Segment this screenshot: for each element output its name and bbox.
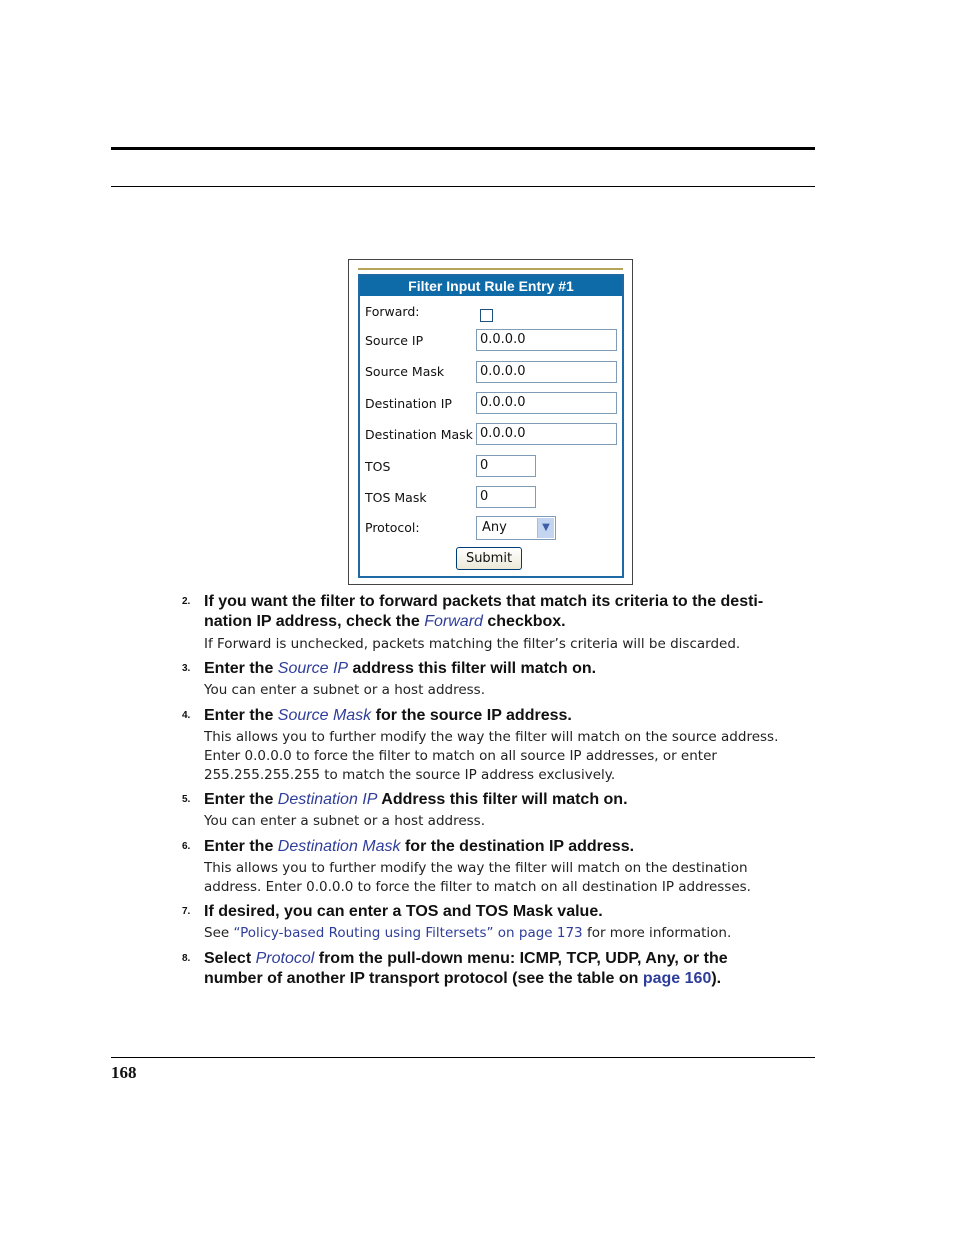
step-heading-text: Enter the xyxy=(204,791,278,808)
destination-ip-label: Destination IP xyxy=(365,396,452,411)
step-body xyxy=(204,812,804,831)
body-line: This allows you to further modify the way the filter will match on the destination xyxy=(204,860,748,876)
step-number: 8. xyxy=(182,953,191,964)
tos-mask-label: TOS Mask xyxy=(365,490,427,505)
step-number: 3. xyxy=(182,663,191,674)
filter-rule-screenshot xyxy=(348,259,633,585)
page-number: 168 xyxy=(111,1063,137,1082)
protocol-select[interactable] xyxy=(476,516,556,540)
step-heading-text: Enter the xyxy=(204,660,278,677)
body-line: This allows you to further modify the way the filter will match on the source address. xyxy=(204,729,779,745)
step-body xyxy=(204,681,804,700)
step-heading-text: Select xyxy=(204,950,256,967)
step-heading-text: for the destination IP address. xyxy=(400,838,635,855)
cross-reference-link[interactable]: “Policy-based Routing using Filtersets” on page 173 xyxy=(233,925,583,941)
figure-top-strip xyxy=(358,268,623,270)
step-heading-text: Address this filter will match on. xyxy=(377,791,628,808)
tos-label: TOS xyxy=(365,459,391,474)
footer-rule xyxy=(111,1057,815,1058)
step-number: 5. xyxy=(182,794,191,805)
term-source-mask: Source Mask xyxy=(277,707,372,724)
term-destination-mask: Destination Mask xyxy=(277,838,401,855)
destination-mask-label: Destination Mask xyxy=(365,427,473,442)
body-line: for more information. xyxy=(582,925,732,941)
step-heading xyxy=(204,706,804,726)
step-number: 4. xyxy=(182,710,191,721)
step-heading-text: nation IP address, check the xyxy=(204,613,425,630)
chevron-down-icon[interactable]: ▼ xyxy=(537,518,554,538)
header-rule-thin xyxy=(111,186,815,187)
body-line: address. Enter 0.0.0.0 to force the filter to match on all destination IP addresses. xyxy=(204,879,751,895)
body-line: If Forward is unchecked, packets matching the filter’s criteria will be discarded. xyxy=(204,636,741,652)
source-ip-label: Source IP xyxy=(365,333,424,348)
body-line: 255.255.255.255 to match the source IP address exclusively. xyxy=(204,767,616,783)
tos-mask-input[interactable]: 0 xyxy=(476,486,536,508)
step-heading-text: checkbox. xyxy=(482,613,566,630)
step-heading xyxy=(204,837,804,857)
filter-rule-panel xyxy=(358,274,624,578)
step-heading: If desired, you can enter a TOS and TOS Mask value. xyxy=(204,903,603,920)
tos-input[interactable]: 0 xyxy=(476,455,536,477)
source-mask-label: Source Mask xyxy=(365,364,445,379)
step-heading-text: ). xyxy=(711,970,722,987)
panel-title: Filter Input Rule Entry #1 xyxy=(360,276,622,296)
body-line: Enter 0.0.0.0 to force the filter to match on all source IP addresses, or enter xyxy=(204,748,717,764)
source-ip-input[interactable]: 0.0.0.0 xyxy=(476,329,617,351)
destination-ip-input[interactable]: 0.0.0.0 xyxy=(476,392,617,414)
header-rule-thick xyxy=(111,147,815,150)
step-body xyxy=(204,635,804,654)
source-mask-input[interactable]: 0.0.0.0 xyxy=(476,361,617,383)
body-line: You can enter a subnet or a host address. xyxy=(204,813,486,829)
step-number: 2. xyxy=(182,596,191,607)
step-body xyxy=(204,728,804,785)
term-destination-ip: Destination IP xyxy=(277,791,378,808)
step-body xyxy=(204,859,804,897)
submit-button[interactable]: Submit xyxy=(456,547,522,570)
step-heading-text: If you want the filter to forward packets that match its criteria to the desti- xyxy=(204,593,764,610)
step-heading xyxy=(204,949,804,989)
step-heading-text: Enter the xyxy=(204,838,278,855)
step-heading xyxy=(204,592,804,632)
forward-label: Forward: xyxy=(365,304,420,319)
step-number: 6. xyxy=(182,841,191,852)
protocol-label: Protocol: xyxy=(365,520,420,535)
step-body xyxy=(204,924,804,943)
step-heading xyxy=(204,659,804,679)
step-heading-text: number of another IP transport protocol (see the table on xyxy=(204,970,643,987)
destination-mask-input[interactable]: 0.0.0.0 xyxy=(476,423,617,445)
protocol-selected-value: Any xyxy=(482,520,507,535)
term-forward: Forward xyxy=(424,613,483,630)
step-number: 7. xyxy=(182,906,191,917)
term-source-ip: Source IP xyxy=(277,660,349,677)
step-heading xyxy=(204,790,804,810)
body-line: You can enter a subnet or a host address. xyxy=(204,682,486,698)
step-heading-text: address this filter will match on. xyxy=(348,660,597,677)
step-heading-text: for the source IP address. xyxy=(371,707,572,724)
forward-checkbox[interactable] xyxy=(480,309,493,322)
step-heading-text: from the pull-down menu: ICMP, TCP, UDP, Any, or the xyxy=(314,950,728,967)
page-reference-link[interactable]: page 160 xyxy=(642,970,712,987)
body-line: See xyxy=(204,925,234,941)
step-heading-text: Enter the xyxy=(204,707,278,724)
term-protocol: Protocol xyxy=(255,950,315,967)
